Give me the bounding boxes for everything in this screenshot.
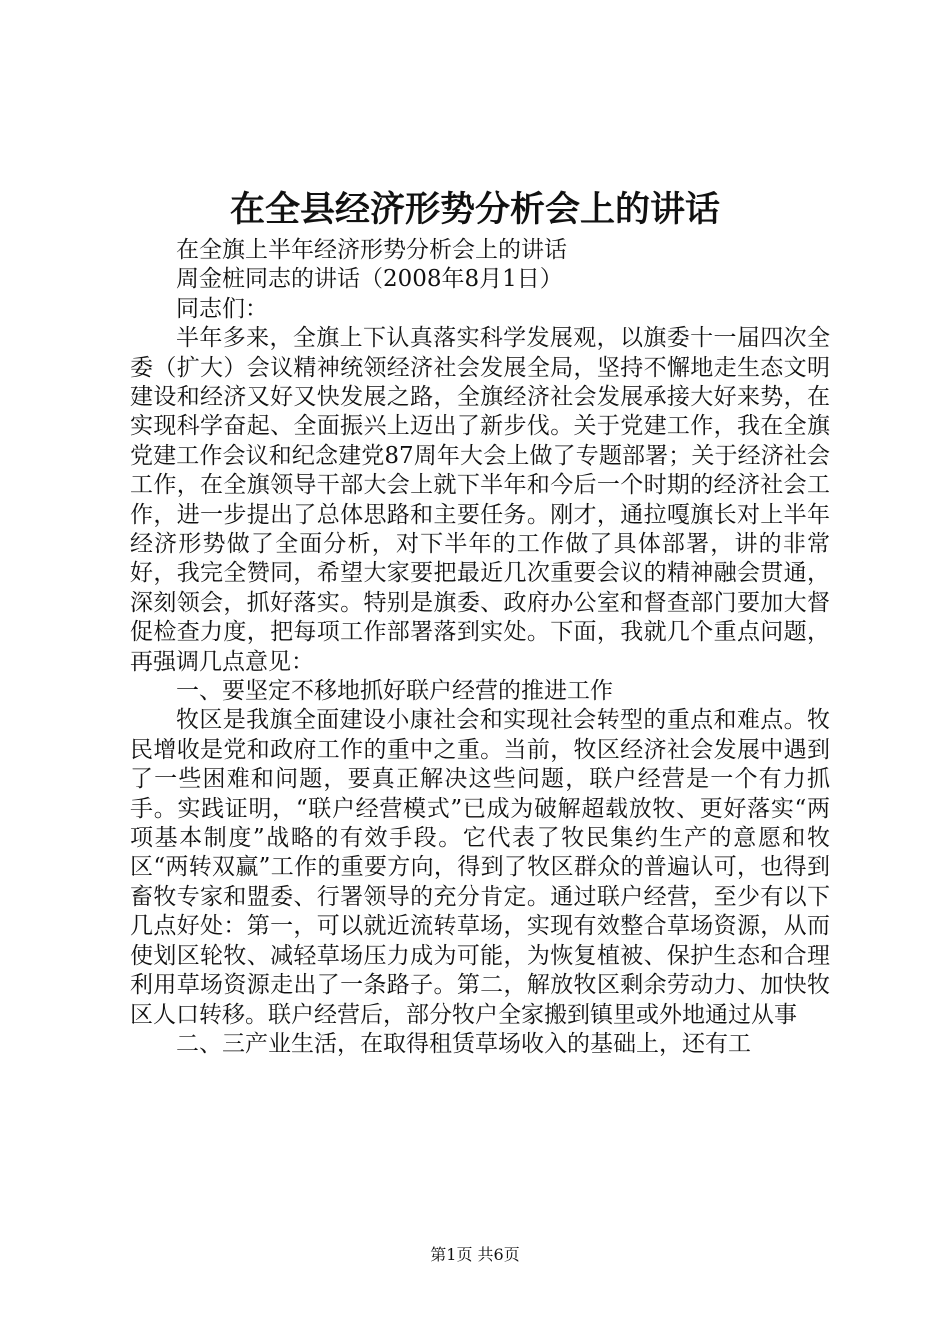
paragraph-continued: 二、三产业生活，在取得租赁草场收入的基础上，还有工	[176, 1030, 751, 1057]
paragraph-intro: 半年多来，全旗上下认真落实科学发展观，以旗委十一届四次全委（扩大）会议精神统领经济社会发展全局，坚持不懈地走生态文明建设和经济又好又快发展之路，全旗经济社会发展承接大好来势，在实现科学奋起、全面振兴上迈出了新步伐。关于党建工作，我在全旗党建工作会议和纪念建党87周年大会上做了专题部署；关于经济社会工作，在全旗领导干部大会上就下半年和今后一个时期的经济社会工作，进一步提出了总体思路和主要任务。刚才，通拉嘎旗长对上半年经济形势做了全面分析，对下半年的工作做了具体部署，讲的非常好，我完全赞同，希望大家要把最近几次重要会议的精神融会贯通，深刻领会，抓好落实。特别是旗委、政府办公室和督查部门要加大督促检查力度，把每项工作部署落到实处。下面，我就几个重点问题，再强调几点意见：	[130, 325, 830, 675]
section-heading-1: 一、要坚定不移地抓好联户经营的推进工作	[176, 678, 613, 705]
document-title: 在全县经济形势分析会上的讲话	[229, 189, 720, 230]
paragraph-joint-operation: 牧区是我旗全面建设小康社会和实现社会转型的重点和难点。牧民增收是党和政府工作的重中之重。当前，牧区经济社会发展中遇到了一些困难和问题，要真正解决这些问题，联户经营是一个有力抓手。实践证明，“联户经营模式”已成为破解超载放牧、更好落实“两项基本制度”战略的有效手段。它代表了牧民集约生产的意愿和牧区“两转双赢”工作的重要方向，得到了牧区群众的普遍认可，也得到畜牧专家和盟委、行署领导的充分肯定。通过联户经营，至少有以下几点好处：第一，可以就近流转草场，实现有效整合草场资源，从而使划区轮牧、减轻草场压力成为可能，为恢复植被、保护生态和合理利用草场资源走出了一条路子。第二，解放牧区剩余劳动力、加快牧区人口转移。联户经营后，部分牧户全家搬到镇里或外地通过从事	[130, 707, 830, 1028]
page-number-footer: 第1页 共6页	[430, 1245, 520, 1264]
document-body	[130, 236, 830, 1059]
subtitle-line: 在全旗上半年经济形势分析会上的讲话	[176, 237, 567, 263]
speaker-line: 周金桩同志的讲话（2008年8月1日）	[176, 266, 563, 293]
salutation: 同志们：	[176, 295, 268, 322]
